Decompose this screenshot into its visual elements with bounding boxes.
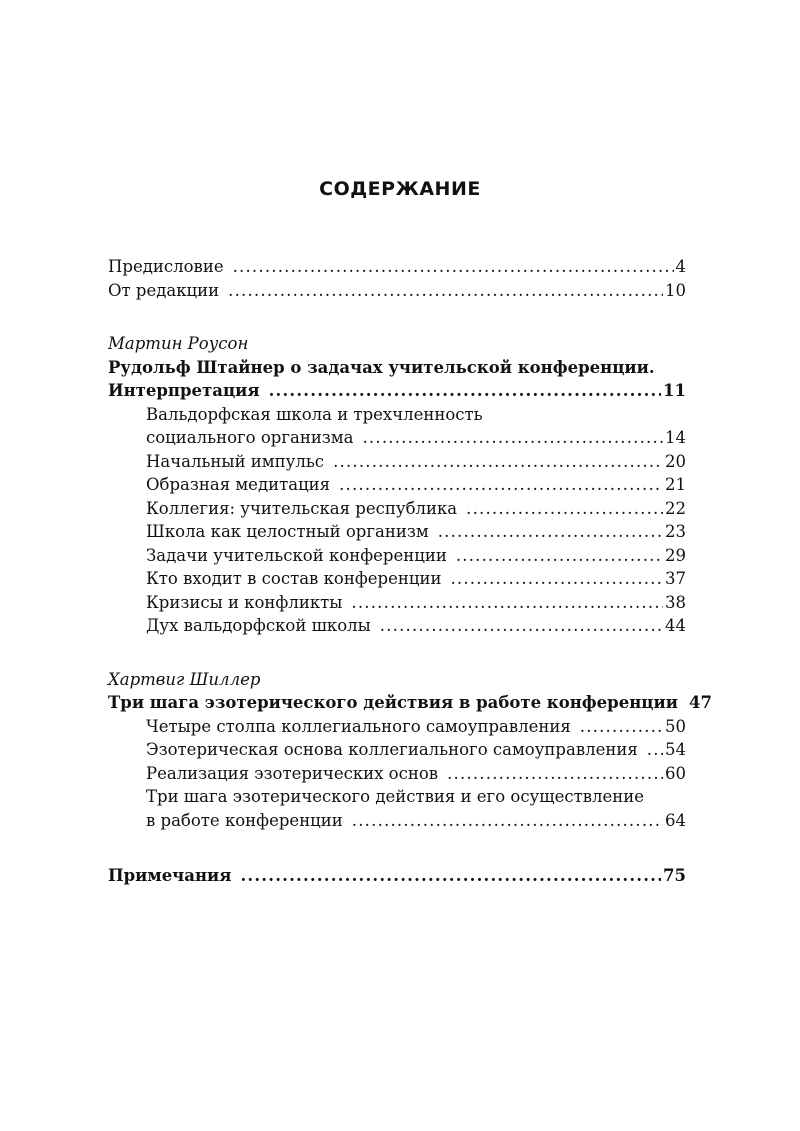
dot-leader (351, 591, 663, 615)
dot-leader (456, 544, 663, 568)
dot-leader (447, 762, 663, 786)
toc-entry-label: Четыре столпа коллегиального самоуправления (146, 716, 571, 736)
toc-entry[interactable] (108, 473, 686, 497)
toc-page-number: 37 (665, 569, 686, 588)
toc-entry-label: социального организма (146, 428, 354, 447)
dot-leader (466, 497, 663, 521)
toc-entry-preface[interactable] (108, 255, 686, 279)
toc-entry-label: Эзотерическая основа коллегиального самоуправления (146, 740, 638, 759)
toc-entry-label: От редакции (108, 280, 220, 300)
toc-entry[interactable] (108, 497, 686, 521)
section-author: Хартвиг Шиллер (108, 669, 261, 689)
toc-entry-label: Реализация эзотерических основ (146, 763, 439, 783)
toc-entry-notes[interactable] (108, 864, 686, 888)
dot-leader (233, 255, 674, 279)
dot-leader (269, 379, 661, 403)
toc-entry[interactable] (108, 450, 686, 474)
toc-entry-label: Образная медитация (146, 475, 331, 494)
toc-page-number: 21 (665, 475, 686, 494)
toc-entry-label: Интерпретация (108, 381, 260, 400)
toc-entry-label: в работе конференции (146, 810, 343, 830)
toc-page-number: 20 (665, 451, 686, 471)
toc-entry[interactable] (108, 426, 686, 450)
toc-entry-label: Коллегия: учительская республика (146, 498, 458, 518)
section-heading[interactable]: Рудольф Штайнер о задачах учительской конференции. (108, 357, 655, 377)
dot-leader (333, 450, 663, 474)
dot-leader (240, 864, 661, 888)
page-title: СОДЕРЖАНИЕ (319, 178, 481, 200)
toc-page-number: 60 (665, 763, 686, 783)
toc-page-number: 10 (665, 280, 686, 300)
toc-page-number: 4 (675, 257, 686, 276)
dot-leader (362, 426, 663, 450)
toc-entry[interactable] (108, 544, 686, 568)
dot-leader (339, 473, 663, 497)
dot-leader (438, 520, 663, 544)
toc-entry-label: Школа как целостный организм (146, 522, 429, 541)
toc-entry[interactable] (108, 762, 686, 786)
toc-page-number: 47 (688, 693, 712, 712)
toc-page-number: 44 (665, 616, 686, 635)
toc-entry-label-line[interactable]: Вальдорфская школа и трехчленность (146, 404, 483, 424)
toc-entry[interactable] (108, 809, 686, 833)
section-author: Мартин Роусон (108, 334, 249, 353)
toc-page-number: 11 (663, 381, 686, 400)
toc-entry[interactable] (108, 715, 686, 739)
dot-leader (352, 809, 663, 833)
toc-page-number: 54 (665, 740, 686, 759)
toc-page-number: 29 (665, 545, 686, 565)
section-heading-entry[interactable] (108, 379, 686, 403)
dot-leader (228, 279, 663, 303)
toc-page-number: 64 (665, 810, 686, 830)
toc-entry-label: Примечания (108, 866, 232, 885)
toc-page-number: 14 (665, 428, 686, 447)
toc-entry-label: Дух вальдорфской школы (146, 616, 371, 635)
toc-entry[interactable] (108, 567, 686, 591)
toc-page-number: 22 (665, 498, 686, 518)
toc-entry-label: Кризисы и конфликты (146, 592, 343, 612)
toc-entry-label: Предисловие (108, 257, 224, 276)
section-heading-entry[interactable] (108, 691, 712, 715)
toc-entry-label-line[interactable]: Три шага эзотерического действия и его осуществление (146, 787, 645, 806)
toc-page-number: 75 (663, 866, 686, 885)
toc-entry-label: Три шага эзотерического действия в работе конференции (108, 693, 678, 712)
toc-entry[interactable] (108, 520, 686, 544)
toc-entry-label: Кто входит в состав конференции (146, 569, 442, 588)
toc-page-number: 23 (665, 522, 686, 541)
toc-entry[interactable] (108, 738, 686, 762)
dot-leader (450, 567, 663, 591)
dot-leader (647, 738, 663, 762)
toc-page-number: 38 (665, 592, 686, 612)
dot-leader (580, 715, 663, 739)
table-of-contents (108, 255, 712, 888)
toc-entry-label: Начальный импульс (146, 451, 325, 471)
toc-entry-label: Задачи учительской конференции (146, 545, 447, 565)
dot-leader (380, 614, 663, 638)
toc-entry-editorial[interactable] (108, 279, 686, 303)
toc-page-number: 50 (665, 716, 686, 736)
toc-entry[interactable] (108, 614, 686, 638)
toc-entry[interactable] (108, 591, 686, 615)
